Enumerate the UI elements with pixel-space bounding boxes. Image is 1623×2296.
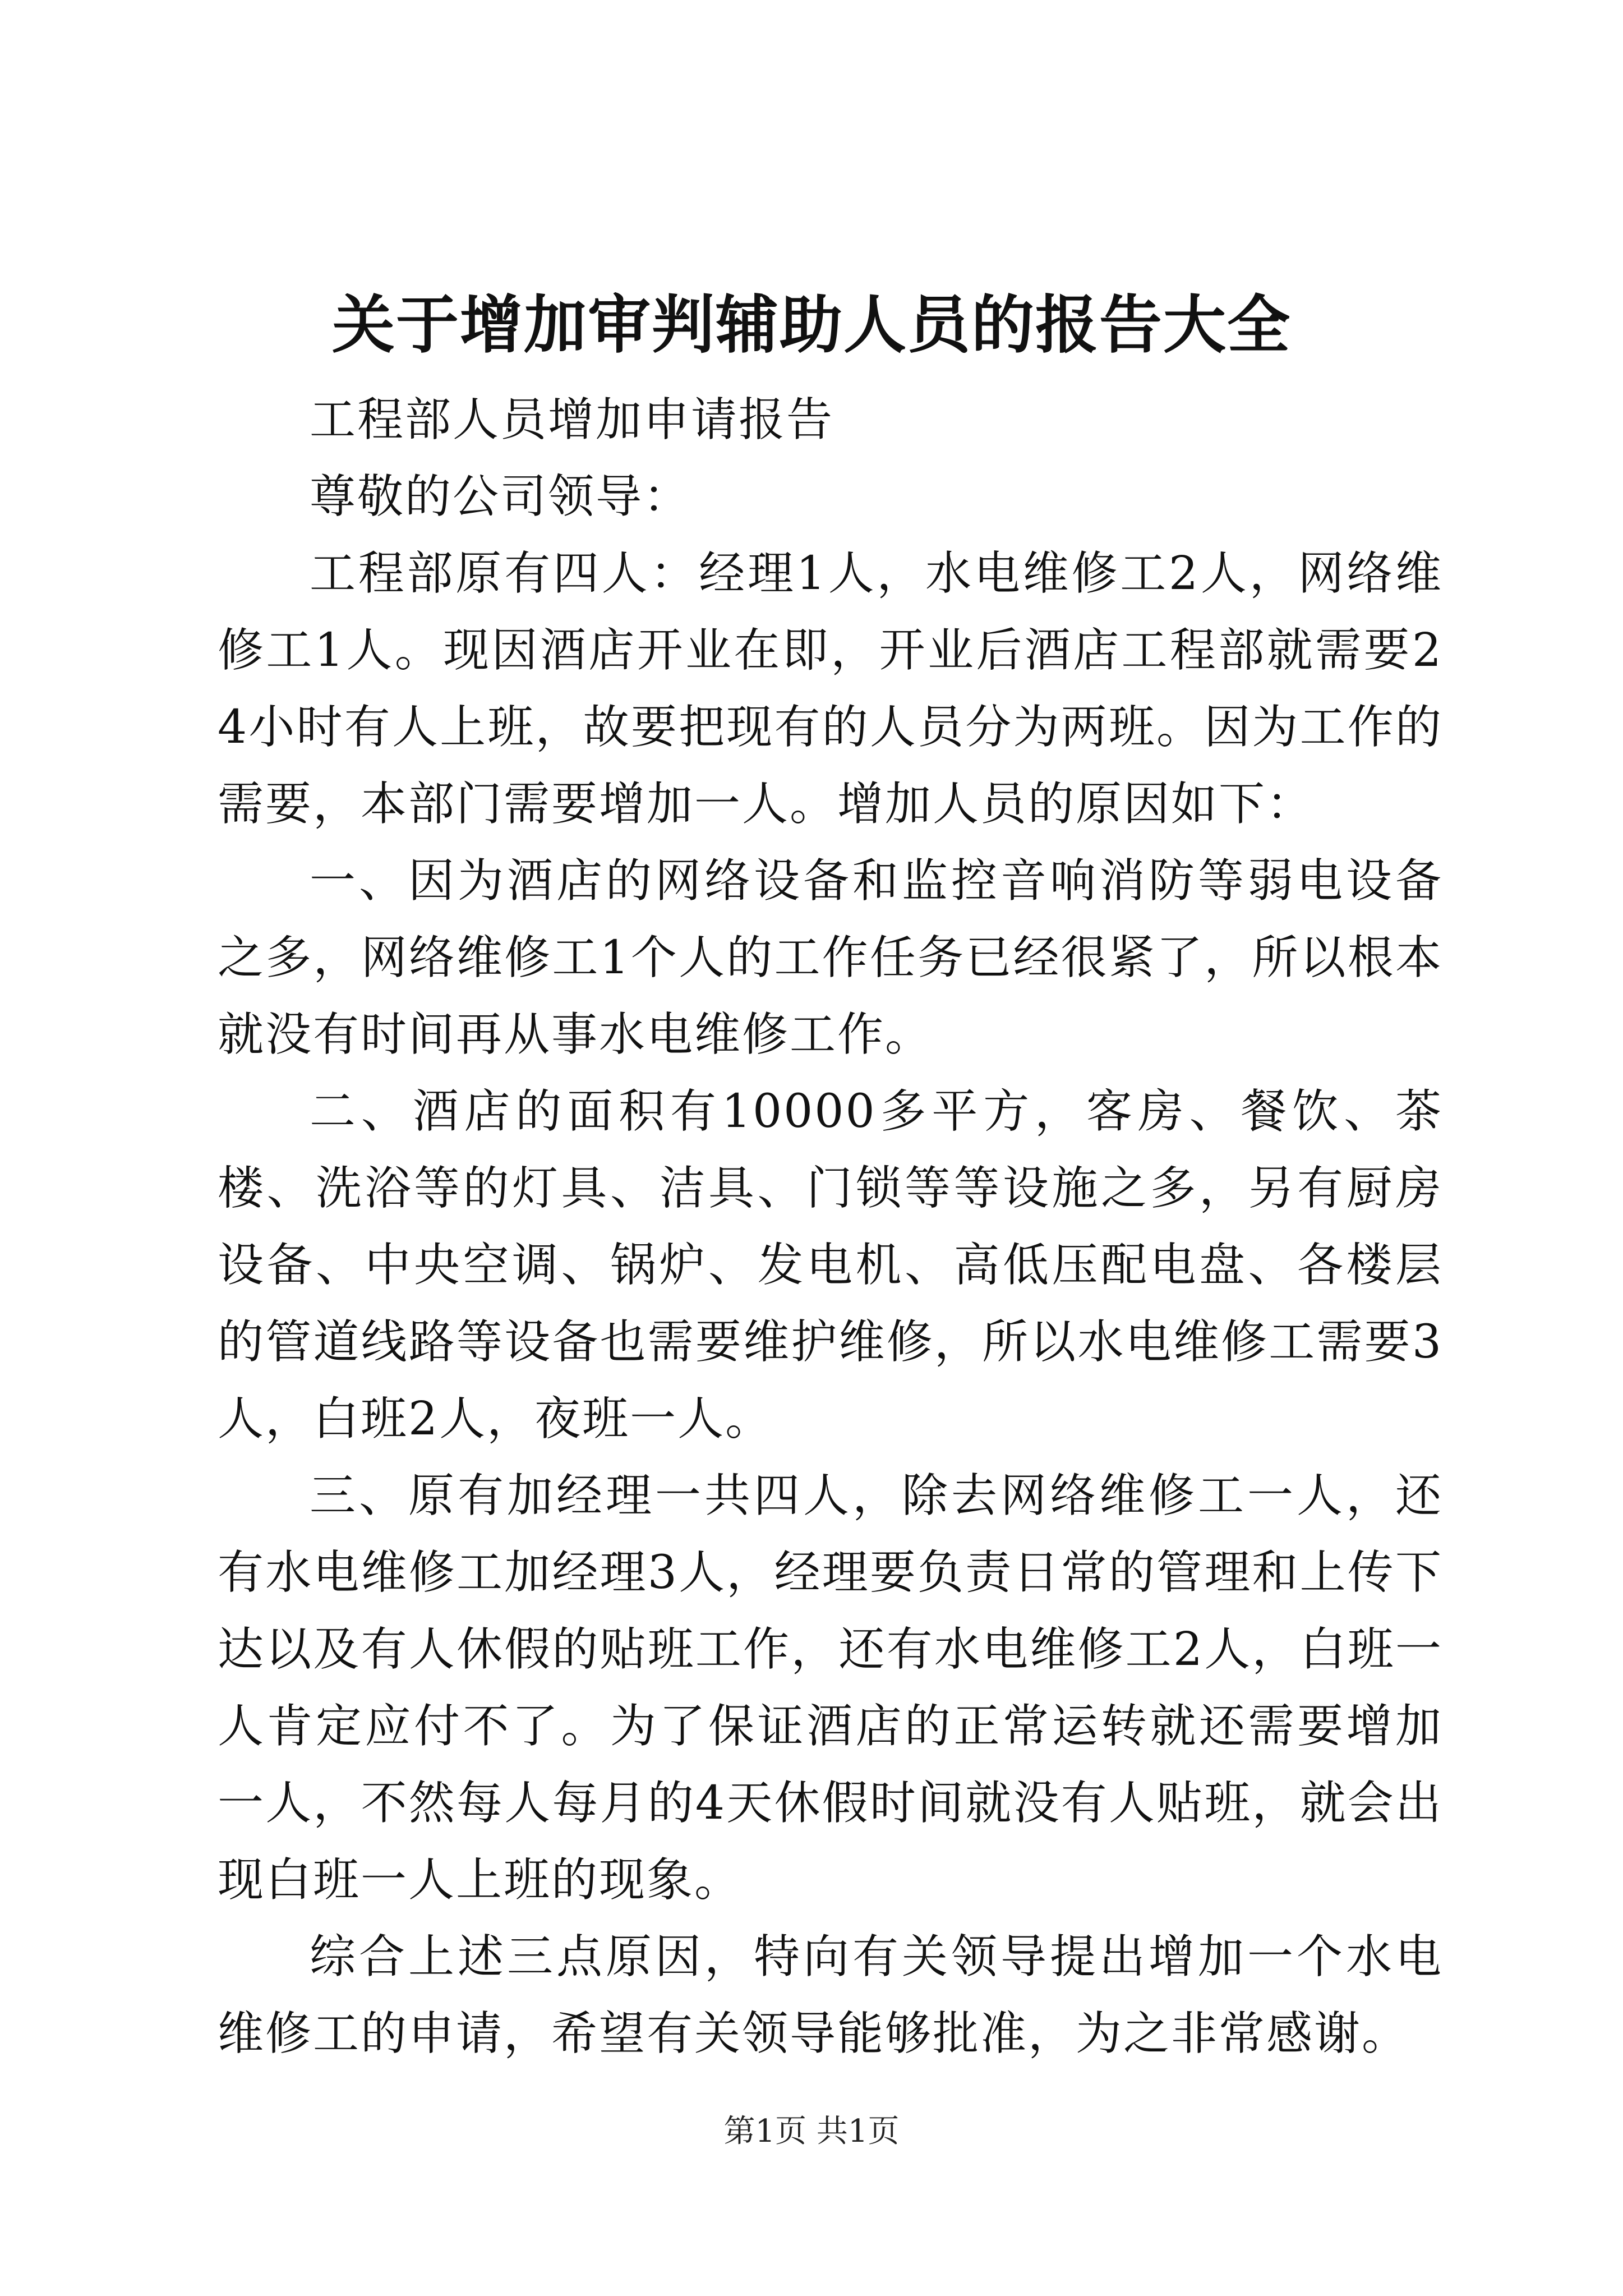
conclusion-paragraph: 综合上述三点原因，特向有关领导提出增加一个水电维修工的申请，希望有关领导能够批准，为之非常感谢。	[218, 1930, 1443, 2060]
report-subtitle: 工程部人员增加申请报告	[310, 393, 834, 447]
document-title: 关于增加审判辅助人员的报告大全	[332, 288, 1291, 362]
reason-three-paragraph: 三、原有加经理一共四人，除去网络维修工一人，还有水电维修工加经理3人，经理要负责日常的管理和上传下达以及有人休假的贴班工作，还有水电维修工2人，白班一人肯定应付不了。为了保证酒店的正常运转就还需要增加一人，不然每人每月的4天休假时间就没有人贴班，就会出现白班一人上班的现象。	[218, 1469, 1443, 1907]
body-paragraph: 工程部原有四人：经理1人，水电维修工2人，网络维修工1人。现因酒店开业在即，开业后酒店工程部就需要24小时有人上班，故要把现有的人员分为两班。因为工作的需要，本部门需要增加一人。增加人员的原因如下：	[218, 547, 1443, 831]
reason-two-paragraph: 二、酒店的面积有10000多平方，客房、餐饮、茶楼、洗浴等的灯具、洁具、门锁等等设施之多，另有厨房设备、中央空调、锅炉、发电机、高低压配电盘、各楼层的管道线路等设备也需要维护维修，所以水电维修工需要3人，白班2人，夜班一人。	[218, 1085, 1443, 1446]
document-body	[218, 381, 1443, 2072]
page-number-footer: 第1页 共1页	[723, 2113, 900, 2150]
salutation: 尊敬的公司领导：	[310, 470, 691, 523]
reason-one-paragraph: 一、因为酒店的网络设备和监控音响消防等弱电设备之多，网络维修工1个人的工作任务已经很紧了，所以根本就没有时间再从事水电维修工作。	[218, 854, 1443, 1061]
